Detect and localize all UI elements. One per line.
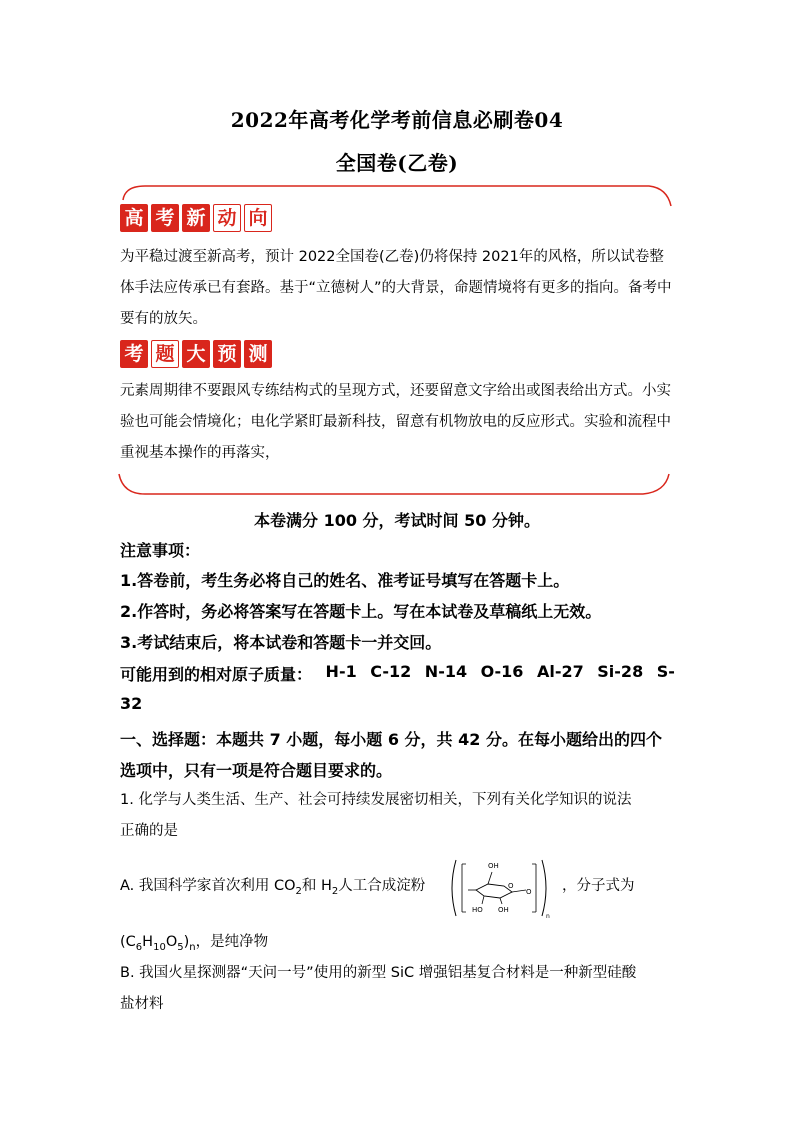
atom-mass: Al-27 xyxy=(536,662,584,681)
notice-title: 注意事项： xyxy=(120,541,201,560)
notice-item-2: 2.作答时，务必将答案写在答题卡上。写在本试卷及草稿纸上无效。 xyxy=(120,602,602,621)
document-subtitle: 全国卷(乙卷) xyxy=(335,151,459,175)
atom-mass: C-12 xyxy=(370,662,412,681)
badge-char: 考 xyxy=(120,340,148,368)
badge-new-trends xyxy=(120,204,272,232)
atom-mass: S- xyxy=(656,662,675,681)
glycosidic-o-label: O xyxy=(526,888,532,896)
badge-char: 预 xyxy=(213,340,241,368)
option-b-line2: 盐材料 xyxy=(120,996,164,1012)
n-subscript-label: n xyxy=(546,913,550,920)
atom-mass: H-1 xyxy=(325,662,357,681)
oh-top-label: OH xyxy=(488,862,499,870)
badge-char: 高 xyxy=(120,204,148,232)
question-1-stem-line2: 正确的是 xyxy=(120,823,178,839)
atomic-mass-list xyxy=(120,662,675,713)
score-time-line: 本卷满分 100 分，考试时间 50 分钟。 xyxy=(254,511,540,530)
atoms-label: 可能用到的相对原子质量： xyxy=(120,665,313,684)
notice-item-3: 3.考试结束后，将本试卷和答题卡一并交回。 xyxy=(120,633,442,652)
badge-predictions xyxy=(120,340,272,368)
ring-o-label: O xyxy=(508,882,514,890)
badge-char: 向 xyxy=(244,204,272,232)
atoms-tail: 32 xyxy=(120,694,143,713)
new-trends-paragraph: 为平稳过渡至新高考，预计 2022全国卷(乙卷)仍将保持 2021年的风格，所以试卷整体手法应传承已有套路。基于“立德树人”的大背景，命题情境将有更多的指向。备考中要有的放矢。 xyxy=(120,249,672,327)
oh-right-label: OH xyxy=(498,906,509,914)
badge-char: 新 xyxy=(182,204,210,232)
option-a-line2: $(C_6H_{10}O_5)_n$，是纯净物 xyxy=(120,934,269,953)
badge-char: 考 xyxy=(151,204,179,232)
starch-structure-diagram xyxy=(446,856,558,920)
option-b-line1: B. 我国火星探测器“天问一号”使用的新型 SiC 增强铝基复合材料是一种新型硅酸 xyxy=(120,965,637,981)
notice-item-1: 1.答卷前，考生务必将自己的姓名、准考证号填写在答题卡上。 xyxy=(120,571,570,590)
option-a-line1: A. 我国科学家首次利用 $CO_2$和 $H_2$人工合成淀粉 xyxy=(120,878,426,897)
atom-mass: Si-28 xyxy=(597,662,644,681)
section-heading: 一、选择题：本题共 7 小题，每小题 6 分，共 42 分。在每小题给出的四个选项中，只有一项是符合题目要求的。 xyxy=(120,730,662,780)
atom-mass: O-16 xyxy=(480,662,524,681)
document-title: 2022年高考化学考前信息必刷卷04 xyxy=(230,108,564,132)
question-1-stem-line1: 1. 化学与人类生活、生产、社会可持续发展密切相关，下列有关化学知识的说法 xyxy=(120,792,632,808)
badge-char: 题 xyxy=(151,340,179,368)
ho-left-label: HO xyxy=(472,906,483,914)
badge-char: 测 xyxy=(244,340,272,368)
option-a-after: ，分子式为 xyxy=(562,878,635,894)
badge-char: 动 xyxy=(213,204,241,232)
predictions-paragraph: 元素周期律不要跟风专练结构式的呈现方式，还要留意文字给出或图表给出方式。小实验也可能会情境化；电化学紧盯最新科技，留意有机物放电的反应形式。实验和流程中重视基本操作的再落实， xyxy=(120,383,671,461)
badge-char: 大 xyxy=(182,340,210,368)
atom-mass: N-14 xyxy=(424,662,468,681)
